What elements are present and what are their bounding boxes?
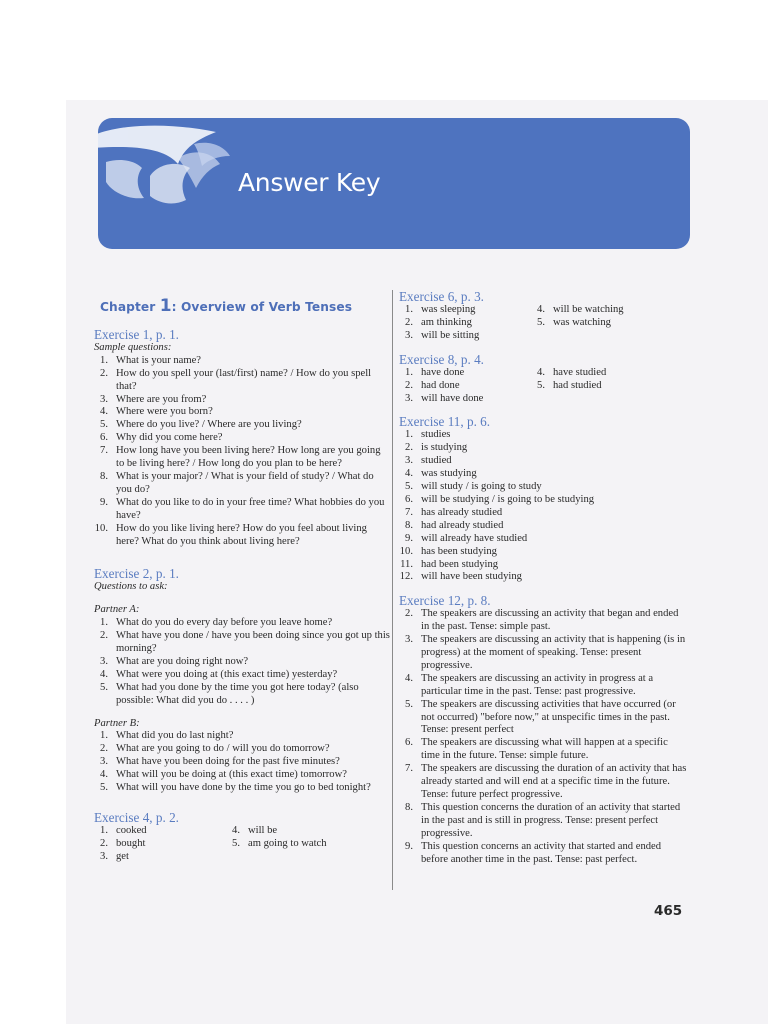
item-number: 2. <box>100 837 108 849</box>
item-number: 6. <box>405 737 413 749</box>
item-number: 4. <box>537 304 545 315</box>
item-text: will be watching <box>553 304 624 315</box>
list-item <box>399 763 689 802</box>
answer-list <box>226 825 376 864</box>
exercise-title: Exercise 8, p. 4. <box>399 351 484 367</box>
list-item <box>399 802 689 841</box>
list-item <box>399 330 531 343</box>
item-number: 2. <box>405 608 413 620</box>
item-text: What will you be doing at (this exact time) tomorrow? <box>116 769 347 781</box>
two-column-answers <box>399 367 689 406</box>
item-text: The speakers are discussing the duration of an activity that has already started and will end at a specific time in the future. Tense: future perfect progressive. <box>421 763 687 800</box>
list-item <box>399 481 689 494</box>
item-number: 2. <box>405 316 413 328</box>
item-number: 11. <box>400 558 413 570</box>
item-text: am thinking <box>421 316 472 328</box>
exercise-1 <box>94 328 390 549</box>
item-text: What did you do last night? <box>116 730 234 742</box>
exercise-title: Exercise 2, p. 1. <box>94 566 179 582</box>
item-text: How do you spell your (last/first) name? / How do you spell that? <box>116 367 372 392</box>
list-item <box>94 669 390 682</box>
list-item <box>94 851 226 864</box>
list-item <box>94 730 390 743</box>
item-text: is studying <box>421 442 468 454</box>
item-text: will have done <box>421 392 484 404</box>
chapter-title: : Overview of Verb Tenses <box>171 300 353 314</box>
item-number: 8. <box>100 470 108 482</box>
item-number: 5. <box>405 481 413 493</box>
item-number: 7. <box>405 506 413 518</box>
item-number: 10. <box>94 522 108 534</box>
item-text: has already studied <box>421 506 503 518</box>
item-text: How do you like living here? How do you feel about living here? What do you think about living here? <box>116 522 367 547</box>
two-column-answers <box>94 825 390 864</box>
item-text: was watching <box>553 316 611 328</box>
item-number: 5. <box>100 419 108 431</box>
list-item <box>94 769 390 782</box>
list-item <box>399 494 689 507</box>
list-item <box>94 419 390 432</box>
item-text: What are you going to do / will you do tomorrow? <box>116 743 330 755</box>
item-text: Where were you born? <box>116 406 213 418</box>
item-number: 6. <box>405 493 413 505</box>
item-text: will already have studied <box>421 532 528 544</box>
exercise-subtitle: Sample questions: <box>94 341 172 353</box>
item-number: 8. <box>405 519 413 531</box>
item-number: 5. <box>100 782 108 794</box>
item-number: 5. <box>100 681 108 693</box>
item-number: 1. <box>100 730 108 742</box>
item-number: 2. <box>100 367 108 379</box>
answer-list <box>399 608 689 866</box>
exercise-12 <box>399 594 689 866</box>
list-item <box>94 656 390 669</box>
answer-list <box>399 429 689 584</box>
list-item <box>531 317 681 330</box>
list-item <box>399 507 689 520</box>
partner-b-label: Partner B: <box>94 717 140 729</box>
exercise-subtitle: Questions to ask: <box>94 581 168 593</box>
item-text: The speakers are discussing activities that have occurred (or not occurred) "before now," at unspecific times in the past. Tense: present perfect <box>421 698 676 736</box>
list-item <box>94 617 390 630</box>
list-item <box>399 455 689 468</box>
exercise-4 <box>94 811 390 864</box>
list-item <box>399 673 689 699</box>
item-number: 9. <box>405 532 413 544</box>
item-number: 8. <box>405 801 413 813</box>
list-item <box>399 634 689 673</box>
item-text: was studying <box>421 468 477 480</box>
list-item <box>399 533 689 546</box>
item-number: 1. <box>405 429 413 441</box>
answer-list <box>94 617 390 707</box>
answer-list <box>94 355 390 549</box>
item-number: 1. <box>405 304 413 315</box>
list-item <box>399 546 689 559</box>
item-text: Why did you come here? <box>116 432 223 444</box>
item-number: 3. <box>405 329 413 341</box>
item-number: 10. <box>399 545 413 557</box>
list-item <box>94 432 390 445</box>
list-item <box>531 367 681 380</box>
item-text: This question concerns an activity that started and ended before another time in the past. Tense: past perfect. <box>421 840 662 865</box>
list-item <box>399 699 689 738</box>
item-number: 5. <box>537 316 545 328</box>
item-text: cooked <box>116 825 147 836</box>
item-text: Where are you from? <box>116 393 207 405</box>
list-item <box>399 380 531 393</box>
answer-list <box>531 304 681 343</box>
item-text: How long have you been living here? How long are you going to be living here? / How long do you plan to be here? <box>116 445 381 470</box>
answer-key-banner <box>98 118 690 249</box>
item-text: What have you been doing for the past five minutes? <box>116 756 340 768</box>
list-item <box>94 355 390 368</box>
answer-list <box>399 367 531 406</box>
list-item <box>94 782 390 795</box>
item-number: 1. <box>100 354 108 366</box>
list-item <box>399 317 531 330</box>
list-item <box>399 608 689 634</box>
list-item <box>399 520 689 533</box>
item-text: studied <box>421 455 452 467</box>
list-item <box>226 825 376 838</box>
list-item <box>94 743 390 756</box>
item-text: has been studying <box>421 545 497 557</box>
item-text: The speakers are discussing an activity that began and ended in the past. Tense: simple past. <box>421 608 679 633</box>
exercise-title: Exercise 1, p. 1. <box>94 326 179 342</box>
list-item <box>94 630 390 656</box>
list-item <box>399 737 689 763</box>
item-number: 3. <box>405 634 413 646</box>
item-text: What do you do every day before you leave home? <box>116 617 333 629</box>
item-text: What are you doing right now? <box>116 655 249 667</box>
item-text: What were you doing at (this exact time) yesterday? <box>116 668 338 680</box>
item-number: 1. <box>100 617 108 629</box>
item-number: 7. <box>405 763 413 775</box>
list-item <box>94 471 390 497</box>
item-number: 2. <box>100 743 108 755</box>
exercise-2 <box>94 567 390 795</box>
item-number: 3. <box>405 392 413 404</box>
item-number: 4. <box>537 366 545 378</box>
item-text: The speakers are discussing an activity in progress at a particular time in the past. Tense: past progressive. <box>421 672 654 697</box>
item-number: 7. <box>100 445 108 457</box>
item-number: 1. <box>100 825 108 836</box>
item-text: Where do you live? / Where are you living? <box>116 419 302 431</box>
item-text: had studied <box>553 379 602 391</box>
list-item <box>94 756 390 769</box>
list-item <box>399 559 689 572</box>
item-text: The speakers are discussing an activity that is happening (is in progress) at the moment of speaking. Tense: present progressive. <box>421 634 686 671</box>
item-number: 4. <box>100 406 108 418</box>
item-text: have studied <box>553 366 607 378</box>
list-item <box>399 429 689 442</box>
item-number: 5. <box>405 698 413 710</box>
item-text: will be studying / is going to be studying <box>421 493 595 505</box>
item-number: 4. <box>232 825 240 836</box>
item-number: 1. <box>405 366 413 378</box>
list-item <box>94 406 390 419</box>
item-number: 3. <box>100 756 108 768</box>
list-item <box>226 838 376 851</box>
chapter-number: 1 <box>159 296 172 316</box>
list-item <box>94 682 390 708</box>
list-item <box>531 304 681 317</box>
list-item <box>399 468 689 481</box>
list-item <box>94 838 226 851</box>
item-text: bought <box>116 837 146 849</box>
exercise-6 <box>399 290 689 343</box>
item-number: 4. <box>100 668 108 680</box>
list-item <box>94 445 390 471</box>
list-item <box>94 523 390 549</box>
list-item <box>399 304 531 317</box>
item-text: This question concerns the duration of an activity that started in the past and is still in progress. Tense: present perfect progressive. <box>421 801 681 839</box>
item-text: have done <box>421 366 465 378</box>
item-number: 12. <box>399 571 413 583</box>
partner-a-label: Partner A: <box>94 604 140 616</box>
item-text: get <box>116 850 129 862</box>
item-text: had already studied <box>421 519 504 531</box>
item-number: 9. <box>405 840 413 852</box>
two-column-answers <box>399 304 689 343</box>
item-text: The speakers are discussing what will happen at a specific time in the future. Tense: simple future. <box>421 737 668 762</box>
list-item <box>94 394 390 407</box>
list-item <box>94 497 390 523</box>
item-number: 5. <box>537 379 545 391</box>
answer-list <box>531 367 681 406</box>
item-text: will be sitting <box>421 329 480 341</box>
left-column <box>94 296 390 874</box>
exercise-8 <box>399 353 689 406</box>
column-divider <box>392 290 393 890</box>
item-number: 2. <box>405 379 413 391</box>
item-number: 3. <box>100 850 108 862</box>
item-text: What is your major? / What is your field of study? / What do you do? <box>116 470 374 495</box>
item-text: What is your name? <box>116 354 202 366</box>
page-number: 465 <box>654 903 683 919</box>
chapter-prefix: Chapter <box>100 300 156 314</box>
bird-logo-icon <box>98 118 238 249</box>
item-number: 3. <box>100 655 108 667</box>
list-item <box>399 571 689 584</box>
item-text: will study / is going to study <box>421 481 542 493</box>
item-number: 2. <box>405 442 413 454</box>
exercise-11 <box>399 415 689 584</box>
item-number: 6. <box>100 432 108 444</box>
item-text: What will you have done by the time you go to bed tonight? <box>116 782 371 794</box>
item-number: 3. <box>405 455 413 467</box>
exercise-title: Exercise 11, p. 6. <box>399 414 491 430</box>
list-item <box>399 841 689 867</box>
item-text: will be <box>248 825 278 836</box>
item-text: What have you done / have you been doing since you got up this morning? <box>116 630 390 655</box>
list-item <box>531 380 681 393</box>
item-text: will have been studying <box>421 571 522 583</box>
list-item <box>399 367 531 380</box>
item-number: 4. <box>405 672 413 684</box>
answer-list <box>94 825 226 864</box>
item-text: was sleeping <box>421 304 476 315</box>
item-text: What had you done by the time you got here today? (also possible: What did you do . . . . ) <box>116 681 359 706</box>
item-text: had done <box>421 379 460 391</box>
banner-title: Answer Key <box>238 168 381 197</box>
item-text: am going to watch <box>248 837 327 849</box>
item-text: studies <box>421 429 451 441</box>
exercise-title: Exercise 12, p. 8. <box>399 593 491 609</box>
item-number: 2. <box>100 630 108 642</box>
item-number: 4. <box>100 769 108 781</box>
item-number: 5. <box>232 837 240 849</box>
exercise-title: Exercise 6, p. 3. <box>399 289 484 304</box>
item-number: 9. <box>100 496 108 508</box>
list-item <box>399 442 689 455</box>
answer-list <box>94 730 390 795</box>
list-item <box>399 393 531 406</box>
list-item <box>94 368 390 394</box>
right-column <box>399 290 689 876</box>
list-item <box>94 825 226 838</box>
answer-list <box>399 304 531 343</box>
item-text: had been studying <box>421 558 499 570</box>
item-number: 3. <box>100 393 108 405</box>
item-text: What do you like to do in your free time? What hobbies do you have? <box>116 496 385 521</box>
item-number: 4. <box>405 468 413 480</box>
exercise-title: Exercise 4, p. 2. <box>94 810 179 825</box>
chapter-heading <box>100 296 390 316</box>
